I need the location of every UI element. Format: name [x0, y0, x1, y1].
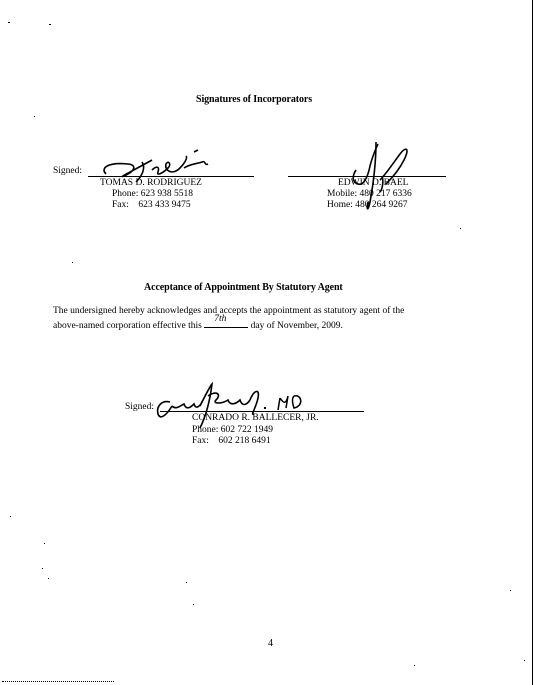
scan-speck — [49, 24, 51, 25]
agent-name: CONRADO R. BALLECER, JR. — [192, 413, 319, 423]
scan-speck — [44, 543, 45, 544]
scan-speck — [42, 568, 43, 569]
incorporator-mobile: Mobile: 480 217 6336 — [327, 189, 412, 199]
incorporators-heading: Signatures of Incorporators — [196, 94, 313, 105]
scan-speck — [34, 116, 35, 117]
incorporator-fax: Fax: 623 433 9475 — [112, 200, 191, 210]
acceptance-text-line1: The undersigned hereby acknowledges and accepts the appointment as statutory agent of the — [53, 306, 405, 316]
incorporator-phone: Phone: 623 938 5518 — [112, 189, 194, 199]
scan-speck — [48, 578, 49, 579]
signed-label: Signed: — [125, 402, 155, 412]
scan-speck — [186, 582, 187, 583]
acceptance-heading: Acceptance of Appointment By Statutory Agent — [144, 282, 343, 293]
incorporator-name: TOMAS D. RODRIGUEZ — [100, 178, 202, 188]
day-blank — [204, 314, 248, 328]
scan-speck — [8, 22, 10, 23]
acceptance-text-after: day of November, 2009. — [250, 321, 343, 331]
acceptance-text-line2 — [53, 314, 343, 332]
agent-phone: Phone: 602 722 1949 — [192, 425, 274, 435]
scan-speck — [414, 665, 415, 666]
incorporator-name: EDWIN D. BAEL — [338, 178, 409, 188]
scan-edge — [532, 0, 533, 685]
page-number: 4 — [268, 638, 273, 649]
signed-label: Signed: — [53, 166, 83, 176]
scan-speck — [10, 516, 11, 517]
scan-speck — [510, 590, 511, 591]
scan-speck — [72, 262, 73, 263]
scan-speck — [460, 228, 461, 229]
incorporator-home: Home: 480 264 9267 — [327, 200, 408, 210]
agent-fax: Fax: 602 218 6491 — [192, 436, 271, 446]
scan-speck — [524, 660, 525, 661]
handwritten-day: 7th — [214, 314, 227, 324]
scan-edge — [2, 681, 114, 682]
scan-speck — [193, 604, 194, 605]
acceptance-text-before: above-named corporation effective this — [53, 321, 202, 331]
